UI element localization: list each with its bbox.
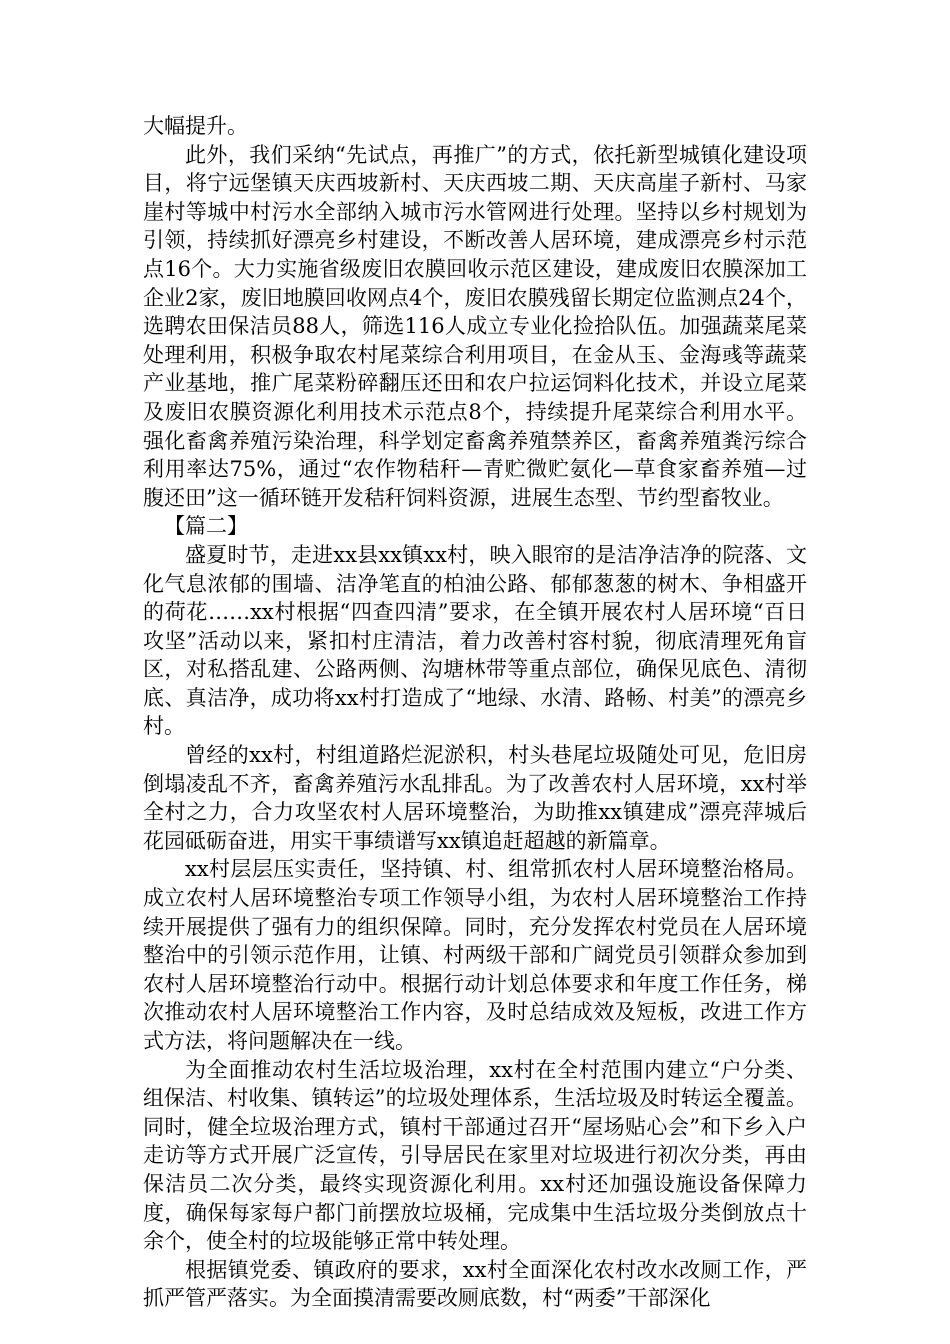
paragraph-pollution-control: 此外，我们采纳“先试点，再推广”的方式，依托新型城镇化建设项目，将宁远堡镇天庆西坡新村、天庆西坡二期、天庆高崖子新村、马家崖村等城中村污水全部纳入城市污水管网进行处理。坚持以乡村规划为引领，持续抓好漂亮乡村建设，不断改善人居环境，建成漂亮乡村示范点16个。大力实施省级废旧农膜回收示范区建设，建成废旧农膜深加工企业2家，废旧地膜回收网点4个，废旧农膜残留长期定位监测点24个，选聘农田保洁员88人，筛选116人成立专业化捡拾队伍。加强蔬菜尾菜处理利用，积极争取农村尾菜综合利用项目，在金从玉、金海彧等蔬菜产业基地，推广尾菜粉碎翻压还田和农户拉运饲料化技术，并设立尾菜及废旧农膜资源化利用技术示范点8个，持续提升尾菜综合利用水平。强化畜禽养殖污染治理，科学划定畜禽养殖禁养区，畜禽养殖粪污综合利用率达75%，通过“农作物秸秆—青贮微贮氨化—草食家畜养殖—过腹还田”这一循环链开发秸秆饲料资源，进展生态型、节约型畜牧业。: [143, 142, 807, 510]
paragraph-summer-village: 盛夏时节，走进xx县xx镇xx村，映入眼帘的是洁净洁净的院落、文化气息浓郁的围墙、洁净笔直的柏油公路、郁郁葱葱的树木、争相盛开的荷花……xx村根据“四查四清”要求，在全镇开展农村人居环境“百日攻坚”活动以来，紧扣村庄清洁，着力改善村容村貌，彻底清理死角盲区，对私搭乱建、公路两侧、沟塘林带等重点部位，确保见底色、清彻底、真洁净，成功将xx村打造成了“地绿、水清、路畅、村美”的漂亮乡村。: [143, 542, 807, 739]
paragraph-garbage-treatment: 为全面推动农村生活垃圾治理，xx村在全村范围内建立“户分类、组保洁、村收集、镇转运”的垃圾处理体系，生活垃圾及时转运全覆盖。同时，健全垃圾治理方式，镇村干部通过召开“屋场贴心会”和下乡入户走访等方式开展广泛宣传，引导居民在家里对垃圾进行初次分类，再由保洁员二次分类，最终实现资源化利用。xx村还加强设施设备保障力度，确保每家每户都门前摆放垃圾桶，完成集中生活垃圾分类倒放点十余个，使全村的垃圾能够正常中转处理。: [143, 1057, 807, 1254]
section-heading: 【篇二】: [164, 514, 248, 539]
paragraph-responsibility: xx村层层压实责任，坚持镇、村、组常抓农村人居环境整治格局。成立农村人居环境整治专项工作领导小组，为农村人居环境整治工作持续开展提供了强有力的组织保障。同时，充分发挥农村党员在人居环境整治中的引领示范作用，让镇、村两级干部和广阔党员引领群众参加到农村人居环境整治行动中。根据行动计划总体要求和年度工作任务，梯次推动农村人居环境整治工作内容，及时总结成效及短板，改进工作方式方法，将问题解决在一线。: [143, 857, 807, 1053]
document-page: [143, 112, 807, 1313]
paragraph-continuation: 大幅提升。: [143, 114, 248, 138]
paragraph-former-village: 曾经的xx村，村组道路烂泥淤积，村头巷尾垃圾随处可见，危旧房倒塌凌乱不齐，畜禽养殖污水乱排乱。为了改善农村人居环境，xx村举全村之力，合力攻坚农村人居环境整治，为助推xx镇建成”漂亮萍城后花园砥砺奋进，用实干事绩谱写xx镇追赶超越的新篇章。: [143, 743, 807, 853]
paragraph-toilet-reform: 根据镇党委、镇政府的要求，xx村全面深化农村改水改厕工作，严抓严管严落实。为全面摸清需要改厕底数，村“两委”干部深化: [143, 1257, 807, 1311]
